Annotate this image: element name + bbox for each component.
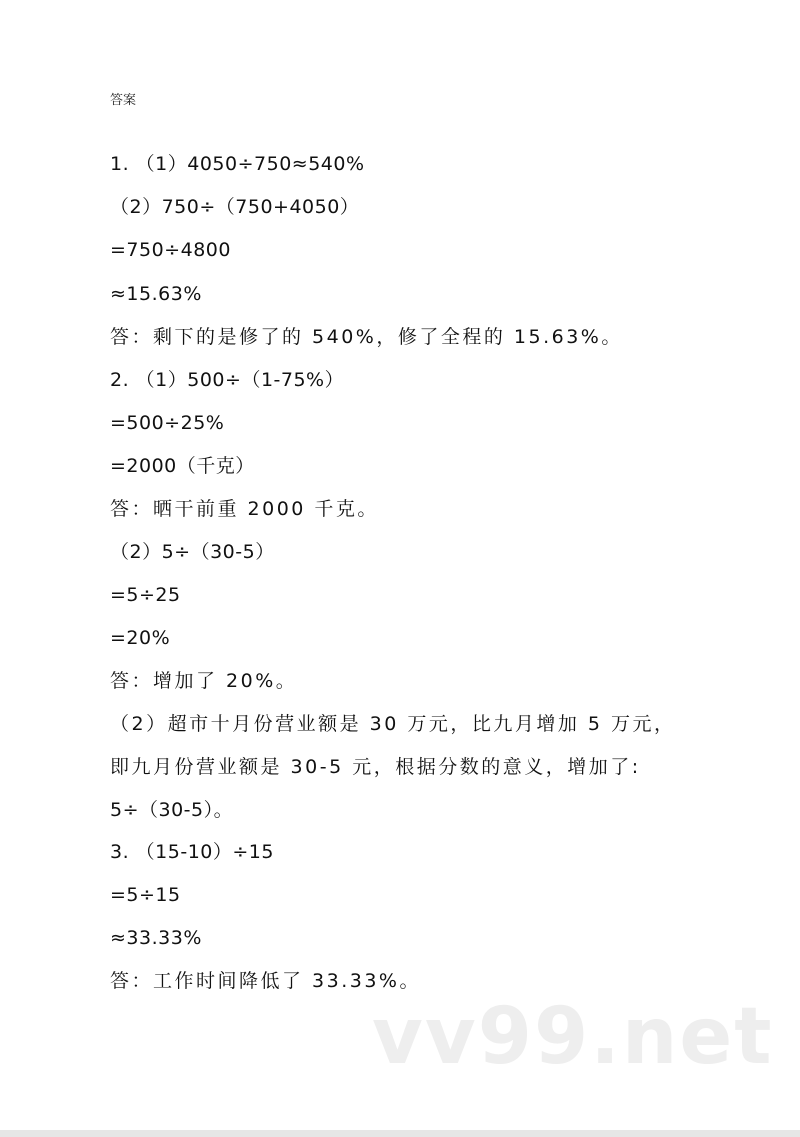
q2-part1-step1: =500÷25%: [110, 412, 225, 434]
q1-part2-expression: （2）750÷（750+4050）: [110, 196, 360, 218]
q2-part2-step2: =20%: [110, 627, 171, 649]
q3-answer: 答：工作时间降低了 33.33%。: [110, 970, 421, 992]
answer-heading: 答案: [110, 93, 137, 108]
q3-step2: ≈33.33%: [110, 927, 202, 949]
q3-expression: 3. （15-10）÷15: [110, 841, 274, 863]
page-bottom-edge: [0, 1130, 800, 1137]
q1-answer: 答：剩下的是修了的 540%，修了全程的 15.63%。: [110, 326, 623, 348]
q2-explanation-line2: 即九月份营业额是 30-5 元，根据分数的意义，增加了:: [110, 756, 641, 778]
q2-explanation-line3: 5÷（30-5）。: [110, 799, 234, 821]
watermark: vv99.net: [372, 992, 774, 1082]
q2-part2-answer: 答：增加了 20%。: [110, 670, 298, 692]
q1-part2-step1: =750÷4800: [110, 239, 231, 261]
q3-step1: =5÷15: [110, 884, 181, 906]
q2-part2-step1: =5÷25: [110, 584, 181, 606]
q2-part2-expression: （2）5÷（30-5）: [110, 541, 275, 563]
q2-part1-step2: =2000（千克）: [110, 455, 255, 477]
q1-part1-line: 1. （1）4050÷750≈540%: [110, 153, 365, 175]
q2-explanation-line1: （2）超市十月份营业额是 30 万元，比九月增加 5 万元，: [110, 713, 676, 735]
q2-part1-expression: 2. （1）500÷（1-75%）: [110, 369, 345, 391]
q1-part2-step2: ≈15.63%: [110, 283, 202, 305]
q2-part1-answer: 答：晒干前重 2000 千克。: [110, 498, 379, 520]
